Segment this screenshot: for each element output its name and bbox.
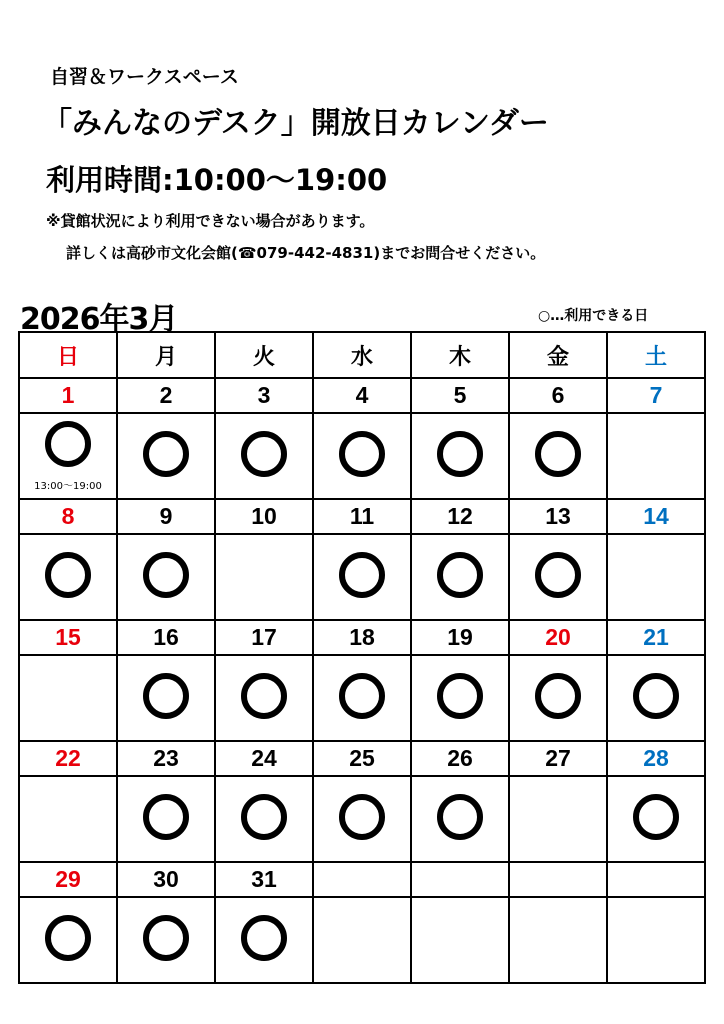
day-number: 14 <box>607 499 705 534</box>
day-number: 3 <box>215 378 313 413</box>
day-availability-cell <box>411 534 509 620</box>
day-availability-cell <box>215 534 313 620</box>
available-circle-icon <box>339 794 385 840</box>
day-number: 10 <box>215 499 313 534</box>
day-number <box>509 862 607 897</box>
week-availability-row <box>19 897 705 983</box>
day-number: 12 <box>411 499 509 534</box>
weekday-fri: 金 <box>509 332 607 378</box>
day-number: 13 <box>509 499 607 534</box>
day-availability-cell <box>607 534 705 620</box>
week-day-number-row <box>19 862 705 897</box>
day-number <box>607 862 705 897</box>
day-availability-cell <box>215 655 313 741</box>
day-number: 1 <box>19 378 117 413</box>
day-availability-cell <box>215 776 313 862</box>
day-number: 27 <box>509 741 607 776</box>
day-availability-cell <box>215 413 313 499</box>
weekday-wed: 水 <box>313 332 411 378</box>
day-number: 8 <box>19 499 117 534</box>
day-number: 4 <box>313 378 411 413</box>
notice-availability: ※貸館状況により利用できない場合があります。 <box>46 212 375 230</box>
day-number: 20 <box>509 620 607 655</box>
page-title: 「みんなのデスク」開放日カレンダー <box>42 106 549 141</box>
day-availability-cell <box>607 413 705 499</box>
day-availability-cell <box>509 534 607 620</box>
available-circle-icon <box>339 673 385 719</box>
day-number: 30 <box>117 862 215 897</box>
day-availability-cell <box>313 534 411 620</box>
day-availability-cell <box>19 655 117 741</box>
available-circle-icon <box>437 794 483 840</box>
week-availability-row <box>19 534 705 620</box>
day-number: 15 <box>19 620 117 655</box>
week-day-number-row <box>19 378 705 413</box>
day-number: 17 <box>215 620 313 655</box>
weekday-thu: 木 <box>411 332 509 378</box>
available-circle-icon <box>339 552 385 598</box>
day-availability-cell <box>117 776 215 862</box>
day-availability-cell <box>117 413 215 499</box>
available-circle-icon <box>535 552 581 598</box>
week-availability-row <box>19 776 705 862</box>
available-circle-icon <box>339 431 385 477</box>
week-day-number-row <box>19 620 705 655</box>
day-number: 7 <box>607 378 705 413</box>
day-number <box>411 862 509 897</box>
available-circle-icon <box>241 915 287 961</box>
subtitle: 自習＆ワークスペース <box>50 66 239 88</box>
day-availability-cell <box>411 413 509 499</box>
weekday-sun: 日 <box>19 332 117 378</box>
day-number: 26 <box>411 741 509 776</box>
available-circle-icon <box>241 431 287 477</box>
day-number: 22 <box>19 741 117 776</box>
weekday-mon: 月 <box>117 332 215 378</box>
available-circle-icon <box>437 673 483 719</box>
day-availability-cell <box>19 413 117 499</box>
available-circle-icon <box>437 552 483 598</box>
day-availability-cell <box>509 776 607 862</box>
notice-contact: 詳しくは高砂市文化会館(☎079-442-4831)までお問合せください。 <box>66 244 546 262</box>
day-number: 19 <box>411 620 509 655</box>
day-availability-cell <box>313 776 411 862</box>
day-availability-cell <box>509 655 607 741</box>
available-circle-icon <box>633 673 679 719</box>
opening-hours: 利用時間:10:00〜19:00 <box>46 163 388 197</box>
day-availability-cell <box>411 897 509 983</box>
day-availability-cell <box>19 897 117 983</box>
available-circle-icon <box>45 915 91 961</box>
day-availability-cell <box>411 655 509 741</box>
day-availability-cell <box>117 534 215 620</box>
available-circle-icon <box>535 673 581 719</box>
day-hours-note: 13:00〜19:00 <box>34 481 102 492</box>
available-circle-icon <box>143 552 189 598</box>
available-circle-icon <box>535 431 581 477</box>
day-number: 25 <box>313 741 411 776</box>
day-number: 9 <box>117 499 215 534</box>
calendar-grid <box>18 331 706 984</box>
weekday-sat: 土 <box>607 332 705 378</box>
available-circle-icon <box>143 794 189 840</box>
day-availability-cell <box>313 413 411 499</box>
day-availability-cell <box>607 655 705 741</box>
day-number: 31 <box>215 862 313 897</box>
day-number: 21 <box>607 620 705 655</box>
day-availability-cell <box>411 776 509 862</box>
week-availability-row <box>19 413 705 499</box>
available-circle-icon <box>241 794 287 840</box>
day-availability-cell <box>313 655 411 741</box>
day-availability-cell <box>19 534 117 620</box>
day-availability-cell <box>607 897 705 983</box>
available-circle-icon <box>143 915 189 961</box>
month-label: 2026年3月 <box>20 302 178 337</box>
available-circle-icon <box>143 431 189 477</box>
weekday-tue: 火 <box>215 332 313 378</box>
week-availability-row <box>19 655 705 741</box>
day-number <box>313 862 411 897</box>
weekday-header-row <box>19 332 705 378</box>
available-circle-icon <box>437 431 483 477</box>
week-day-number-row <box>19 741 705 776</box>
day-availability-cell <box>117 897 215 983</box>
day-number: 5 <box>411 378 509 413</box>
day-availability-cell <box>19 776 117 862</box>
day-number: 16 <box>117 620 215 655</box>
available-circle-icon <box>45 552 91 598</box>
day-availability-cell <box>117 655 215 741</box>
day-availability-cell <box>607 776 705 862</box>
week-day-number-row <box>19 499 705 534</box>
day-number: 18 <box>313 620 411 655</box>
day-number: 28 <box>607 741 705 776</box>
day-number: 23 <box>117 741 215 776</box>
day-availability-cell <box>313 897 411 983</box>
day-number: 11 <box>313 499 411 534</box>
day-availability-cell <box>509 897 607 983</box>
day-availability-cell <box>509 413 607 499</box>
day-number: 24 <box>215 741 313 776</box>
legend: ○…利用できる日 <box>538 308 649 324</box>
day-number: 29 <box>19 862 117 897</box>
day-number: 6 <box>509 378 607 413</box>
day-availability-cell <box>215 897 313 983</box>
available-circle-icon <box>45 421 91 467</box>
available-circle-icon <box>633 794 679 840</box>
available-circle-icon <box>241 673 287 719</box>
available-circle-icon <box>143 673 189 719</box>
day-number: 2 <box>117 378 215 413</box>
